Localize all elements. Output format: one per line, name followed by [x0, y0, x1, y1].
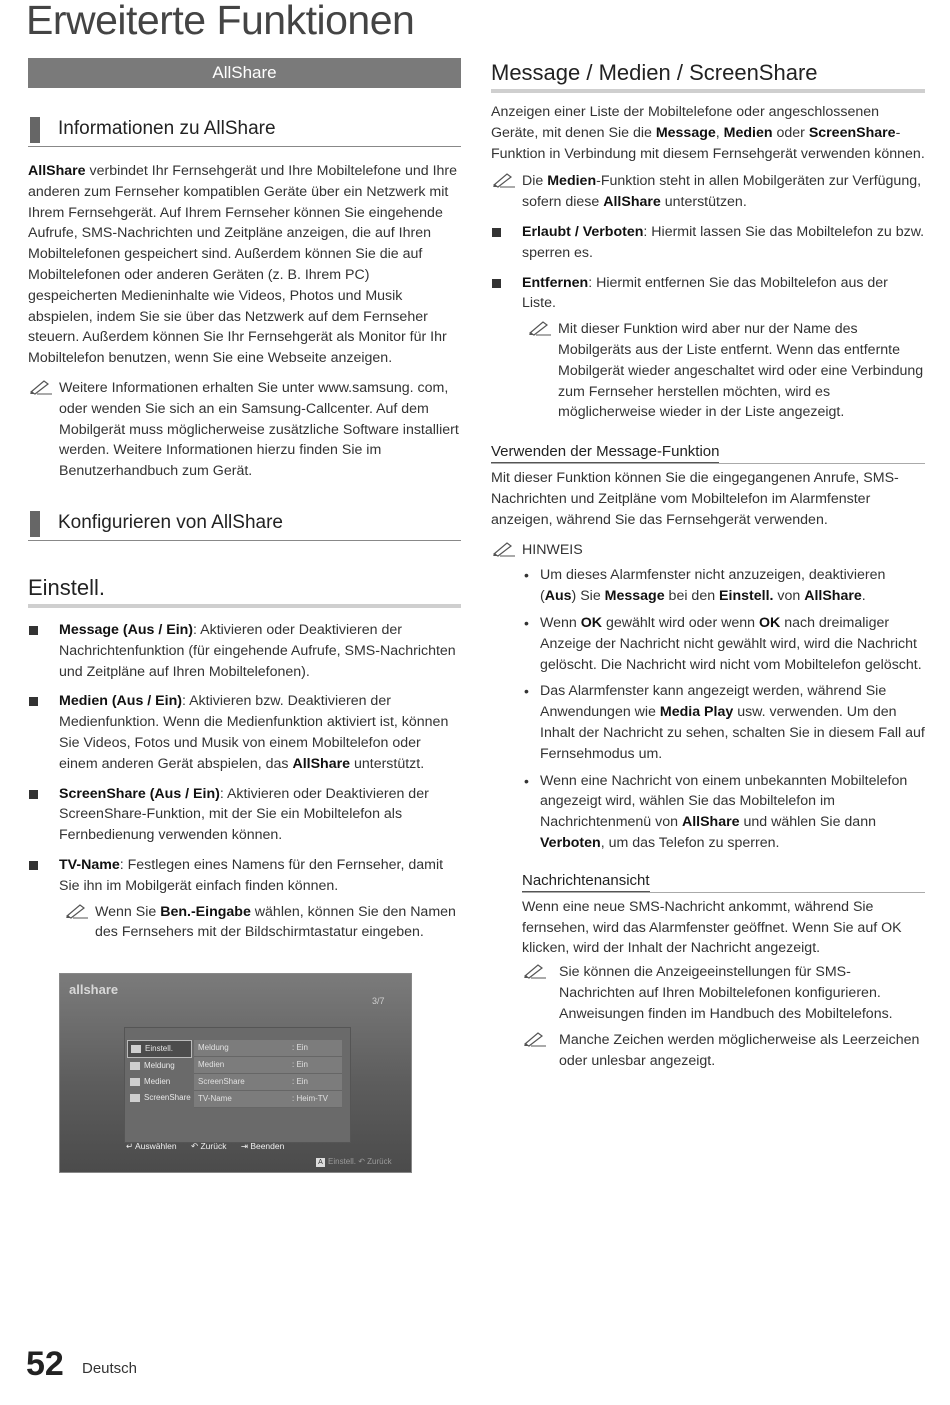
media-icon [130, 1078, 140, 1086]
note-tvname: Wenn Sie Ben.-Eingabe wählen, können Sie den Namen des Fernsehers mit der Bildschirmtastatur eingeben. [64, 902, 461, 944]
tv-screenshot [59, 973, 412, 1173]
page-counter: 3/7 [372, 996, 385, 1006]
intro-paragraph: AllShare verbindet Ihr Fernsehgerät und Ihre Mobiltelefone und Ihre anderen zum Fernseher kompatiblen Geräte über ein Netzwerk mit Ihrem Fernsehgerät. Auf Ihrem Fernseher können Sie eingehende Aufrufe, SMS-Nachrichten und Zeitpläne anzeigen, die auf Ihren Mobiltelefonen gespeichert sind. Außerdem können Sie die auf Mobiltelefonen oder anderen Geräten (z. B. Ihrem PC) gespeicherten Medieninhalte wie Videos, Photos und Musik abspielen, indem Sie sie über das Netzwerk auf dem Fernseher steuern. Außerdem können Sie Ihr Fernsehgerät als Monitor für Ihr Mobiltelefon benutzen, wenn Sie eine Webseite anzeigen. [28, 163, 458, 367]
page-title: Erweiterte Funktionen [26, 0, 415, 43]
message-heading: Message / Medien / ScreenShare [491, 60, 925, 93]
square-bullet [29, 790, 38, 799]
tv-menu [127, 1040, 192, 1106]
list-item-message: Message (Aus / Ein): Aktivieren oder Deaktivieren der Nachrichtenfunktion (für eingehende Aufrufe, SMS-Nachrichten und Zeitpläne auf Ihren Mobiltelefonen). [28, 620, 461, 682]
note-medien: Die Medien-Funktion steht in allen Mobilgeräten zur Verfügung, sofern diese AllShare unterstützen. [491, 171, 925, 213]
dot-bullet: • [524, 567, 529, 584]
memo-icon [522, 963, 548, 979]
note-sms-settings: Sie können die Anzeigeeinstellungen für SMS-Nachrichten auf Ihren Mobiltelefonen konfigurieren. Anweisungen finden im Handbuch des Mobiltelefons. [522, 962, 925, 1024]
table-row[interactable]: TV-Name : Heim-TV [194, 1091, 342, 1108]
allshare-logo: allshare [69, 982, 119, 997]
square-bullet [492, 279, 501, 288]
note-characters: Manche Zeichen werden möglicherweise als Leerzeichen oder unlesbar angezeigt. [522, 1030, 925, 1072]
square-bullet [29, 626, 38, 635]
section-heading-config: Konfigurieren von AllShare [28, 510, 461, 541]
message-function-text: Mit dieser Funktion können Sie die eingegangenen Anrufe, SMS-Nachrichten und Zeitpläne vom Mobiltelefon im Alarmfenster anzeigen, während Sie das Fernsehgerät verwenden. [491, 470, 899, 528]
right-column [491, 60, 925, 1072]
list-item-erlaubt: Erlaubt / Verboten: Hiermit lassen Sie das Mobiltelefon zu bzw. sperren es. [491, 222, 925, 264]
list-item-entfernen: Entfernen: Hiermit entfernen Sie das Mobiltelefon aus der Liste. [491, 273, 925, 315]
square-bullet [492, 228, 501, 237]
list-item: • Wenn eine Nachricht von einem unbekannten Mobiltelefon angezeigt wird, wählen Sie das Mobiltelefon im Nachrichtenmenü von AllShare und wählen Sie dann Verboten, um das Telefon zu sperren. [524, 772, 908, 851]
left-column [28, 58, 461, 943]
hinweis-label: HINWEIS [491, 540, 925, 561]
note-entfernen: Mit dieser Funktion wird aber nur der Name des Mobilgeräts aus der Liste entfernt. Wenn das entfernte Mobilgerät wieder angeschaltet wird oder eine Verbindung zum Fernseher herstellen möchten, wird es möglicherweise wieder in der Liste angezeigt. [527, 319, 925, 423]
memo-icon [527, 320, 553, 336]
list-item-tvname: TV-Name: Festlegen eines Namens für den Fernseher, damit Sie ihn im Mobilgerät einfach finden können. [28, 855, 461, 897]
list-item-screenshare: ScreenShare (Aus / Ein): Aktivieren oder Deaktivieren der ScreenShare-Funktion, mit der Sie ein Mobiltelefon als Fernbedienung verwenden können. [28, 784, 461, 846]
select-hint: ↵ Auswählen [126, 1141, 177, 1151]
memo-icon [64, 903, 90, 919]
memo-icon [28, 379, 54, 395]
page-number: 52 [26, 1345, 64, 1383]
list-item: • Wenn OK gewählt wird oder wenn OK nach dreimaliger Anzeige der Nachricht nicht gewählt wird, wird die Nachricht gelöscht. Die Nachricht wird nicht vom Mobiltelefon gelöscht. [524, 614, 922, 673]
a-button-icon: A [316, 1158, 325, 1167]
exit-hint: ⇥ Beenden [240, 1141, 285, 1151]
dot-bullet: • [524, 683, 529, 700]
allshare-banner: AllShare [28, 58, 461, 88]
memo-icon [491, 172, 517, 188]
tv-menu-item-medien[interactable]: Medien [127, 1074, 192, 1090]
tv-menu-item-einstell[interactable]: Einstell. [127, 1040, 192, 1058]
square-bullet [29, 861, 38, 870]
nachrichtenansicht-text: Wenn eine neue SMS-Nachricht ankommt, während Sie fernsehen, wird das Alarmfenster geöffnet. Wenn Sie auf OK klicken, wird der Inhalt der Nachricht angezeigt. [522, 898, 902, 957]
tv-footer [126, 1139, 342, 1153]
tv-footer-secondary: A Einstell. ↶ Zurück [316, 1157, 392, 1167]
sub-heading-nachrichtenansicht: Nachrichtenansicht [522, 872, 925, 893]
tv-menu-item-meldung[interactable]: Meldung [127, 1058, 192, 1074]
einstell-heading: Einstell. [28, 575, 461, 608]
list-item: • Um dieses Alarmfenster nicht anzuzeigen, deaktivieren (Aus) Sie Message bei den Einstell. von AllShare. [524, 567, 886, 605]
screen-icon [130, 1094, 140, 1102]
back-hint: ↶ Zurück [190, 1141, 227, 1151]
sub-heading-message-function: Verwenden der Message-Funktion [491, 443, 925, 464]
square-bullet [29, 697, 38, 706]
page-language: Deutsch [82, 1360, 138, 1377]
table-row[interactable]: Medien : Ein [194, 1057, 342, 1074]
memo-icon [522, 1031, 548, 1047]
list-item-medien: Medien (Aus / Ein): Aktivieren bzw. Deaktivieren der Medienfunktion. Wenn die Medienfunktion aktiviert ist, können Sie Videos, Fotos und Musik von einem Mobiltelefon oder einem anderen Gerät abspielen, das AllShare unterstützt. [28, 691, 461, 774]
settings-table [194, 1040, 342, 1108]
table-row[interactable]: ScreenShare : Ein [194, 1074, 342, 1091]
gear-icon [131, 1045, 141, 1053]
tv-menu-item-screenshare[interactable]: ScreenShare [127, 1090, 192, 1106]
dot-bullet: • [524, 614, 529, 631]
note-more-info: Weitere Informationen erhalten Sie unter www.samsung. com, oder wenden Sie sich an ein Samsung-Callcenter. Auf dem Mobilgerät muss möglicherweise zusätzliche Software installiert werden. Weitere Informationen hierzu finden Sie im Benutzerhandbuch zum Gerät. [28, 378, 461, 482]
nachrichtenansicht-section [522, 872, 925, 1072]
dot-bullet: • [524, 772, 529, 789]
table-row[interactable]: Meldung : Ein [194, 1040, 342, 1057]
right-intro: Anzeigen einer Liste der Mobiltelefone oder angeschlossenen Geräte, mit denen Sie die Message, Medien oder ScreenShare-Funktion in Verbindung mit diesem Fernsehgerät verwenden können. [491, 104, 925, 162]
section-heading-info: Informationen zu AllShare [28, 116, 461, 147]
memo-icon [491, 541, 517, 557]
list-item: • Das Alarmfenster kann angezeigt werden, während Sie Anwendungen wie Media Play usw. verwenden. Um den Inhalt der Nachricht zu sehen, schalten Sie in diesem Fall auf Fernsehmodus um. [524, 683, 925, 762]
envelope-icon [130, 1062, 140, 1070]
hinweis-list [522, 565, 925, 853]
settings-panel [124, 1027, 351, 1143]
